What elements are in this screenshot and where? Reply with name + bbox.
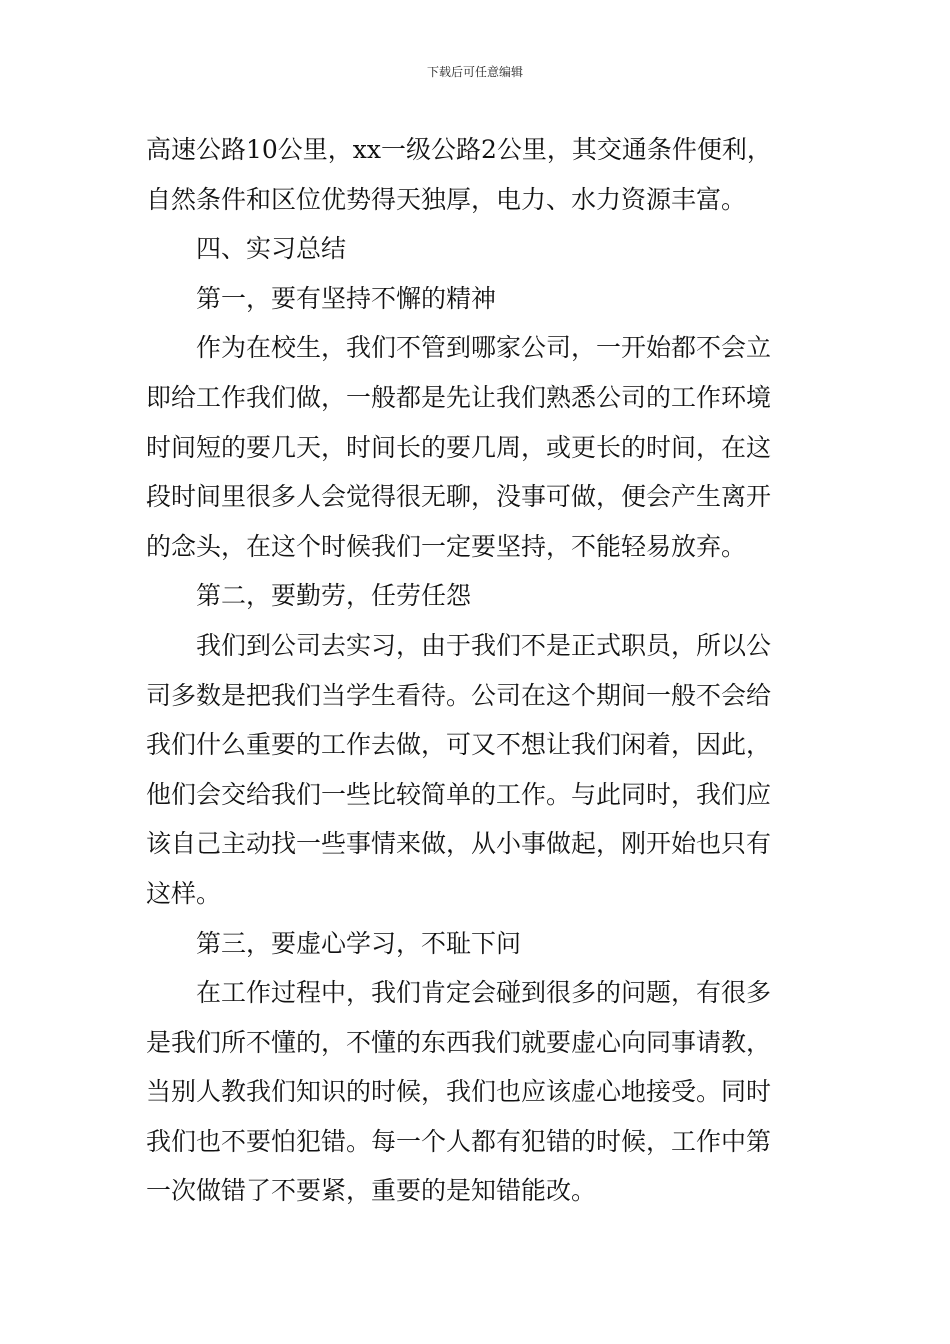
- text-line: 的念头，在这个时候我们一定要坚持，不能轻易放弃。: [146, 531, 747, 561]
- text-line: 时间短的要几天，时间长的要几周，或更长的时间，在这: [146, 432, 772, 462]
- text-line: 高速公路10公里，xx一级公路2公里，其交通条件便利，: [146, 135, 772, 164]
- text-line: 我们到公司去实习，由于我们不是正式职员，所以公: [196, 630, 772, 660]
- text-line: 一次做错了不要紧，重要的是知错能改。: [146, 1176, 597, 1206]
- text-line: 第二，要勤劳，任劳任怨: [196, 581, 472, 611]
- text-line: 段时间里很多人会觉得很无聊，没事可做，便会产生离开: [146, 482, 772, 512]
- text-line: 第一，要有坚持不懈的精神: [196, 283, 497, 313]
- text-line: 当别人教我们知识的时候，我们也应该虚心地接受。同时: [146, 1077, 772, 1107]
- text-line: 是我们所不懂的，不懂的东西我们就要虚心向同事请教，: [146, 1027, 772, 1057]
- text-line: 即给工作我们做，一般都是先让我们熟悉公司的工作环境: [146, 382, 772, 412]
- text-line: 作为在校生，我们不管到哪家公司，一开始都不会立: [196, 333, 772, 363]
- text-line: 我们什么重要的工作去做，可又不想让我们闲着，因此，: [146, 730, 772, 760]
- text-line: 在工作过程中，我们肯定会碰到很多的问题，有很多: [196, 978, 772, 1008]
- text-line: 该自己主动找一些事情来做，从小事做起，刚开始也只有: [146, 829, 772, 859]
- text-line: 四、实习总结: [196, 234, 347, 264]
- text-line: 司多数是把我们当学生看待。公司在这个期间一般不会给: [146, 680, 772, 710]
- document-body: [146, 125, 808, 1216]
- text-line: 自然条件和区位优势得天独厚，电力、水力资源丰富。: [146, 184, 747, 214]
- text-line: 我们也不要怕犯错。每一个人都有犯错的时候，工作中第: [146, 1126, 772, 1156]
- text-line: 这样。: [146, 878, 222, 908]
- text-line: 第三，要虚心学习，不耻下问: [196, 928, 522, 958]
- page-header: 下载后可任意编辑: [426, 65, 523, 79]
- text-line: 他们会交给我们一些比较简单的工作。与此同时，我们应: [146, 779, 772, 809]
